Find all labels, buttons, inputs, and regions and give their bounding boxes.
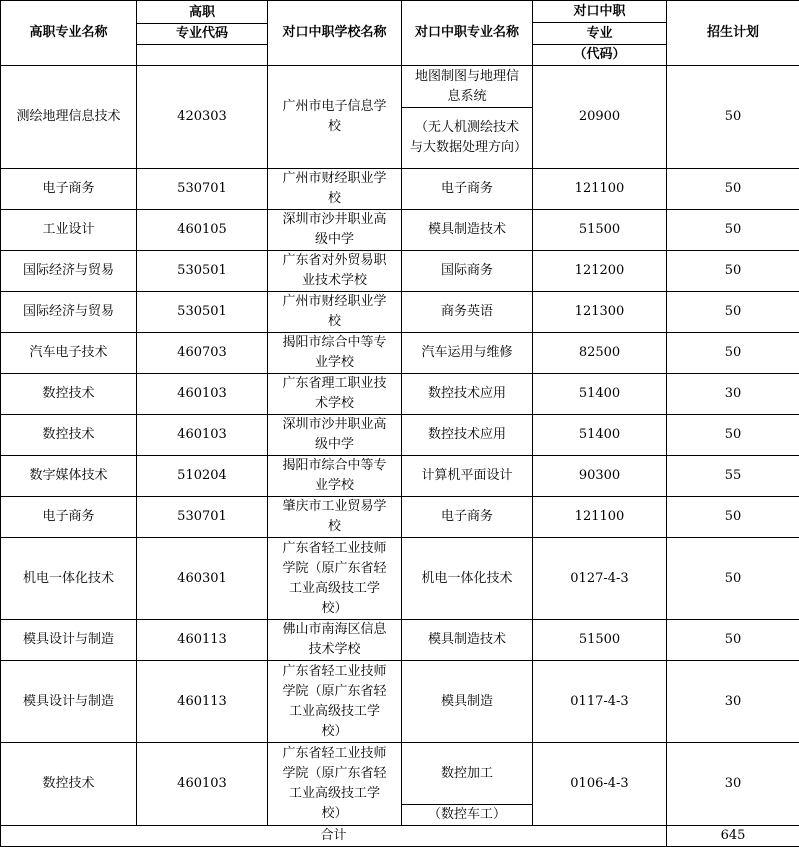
header-plan: 招生计划 (667, 1, 799, 66)
cell-code: 460103 (137, 415, 268, 456)
cell-code: 530701 (137, 169, 268, 210)
cell-code: 460703 (137, 333, 268, 374)
table-row (1, 497, 799, 538)
cell-sec-major: 数控技术应用 (402, 374, 533, 415)
cell-sec-major: 机电一体化技术 (402, 538, 533, 620)
cell-sec-major: 模具制造 (402, 661, 533, 743)
cell-major: 测绘地理信息技术 (1, 66, 137, 169)
cell-school: 广东省轻工业技师学院（原广东省轻工业高级技工学校） (268, 661, 402, 743)
cell-major: 数控技术 (1, 743, 137, 826)
cell-plan: 50 (667, 415, 799, 456)
cell-sec-major: 电子商务 (402, 497, 533, 538)
total-label: 合计 (1, 826, 667, 847)
cell-major: 国际经济与贸易 (1, 251, 137, 292)
cell-sec-code: 121100 (533, 497, 667, 538)
cell-code: 460113 (137, 661, 268, 743)
table-row (1, 292, 799, 333)
cell-major: 模具设计与制造 (1, 620, 137, 661)
cell-major: 工业设计 (1, 210, 137, 251)
cell-plan: 30 (667, 743, 799, 826)
cell-sec-major-b: （无人机测绘技术与大数据处理方向） (402, 108, 532, 168)
cell-sec-major: 汽车运用与维修 (402, 333, 533, 374)
cell-major: 数控技术 (1, 374, 137, 415)
cell-sec-code: 51400 (533, 415, 667, 456)
cell-school: 肇庆市工业贸易学校 (268, 497, 402, 538)
table-row (1, 66, 799, 169)
cell-sec-major-a: 数控加工 (402, 743, 532, 805)
table-row (1, 333, 799, 374)
cell-school: 广东省对外贸易职业技术学校 (268, 251, 402, 292)
cell-major: 机电一体化技术 (1, 538, 137, 620)
cell-sec-major: 模具制造技术 (402, 210, 533, 251)
cell-school: 揭阳市综合中等专业学校 (268, 456, 402, 497)
cell-school: 广州市财经职业学校 (268, 169, 402, 210)
cell-school: 广州市电子信息学校 (268, 66, 402, 169)
cell-major: 数字媒体技术 (1, 456, 137, 497)
cell-major: 电子商务 (1, 169, 137, 210)
table-row (1, 415, 799, 456)
cell-plan: 30 (667, 661, 799, 743)
cell-school: 揭阳市综合中等专业学校 (268, 333, 402, 374)
cell-sec-code: 51400 (533, 374, 667, 415)
header-sec-code-line3: （代码） (533, 44, 666, 65)
cell-plan: 50 (667, 251, 799, 292)
header-code-line1: 高职 (137, 2, 267, 23)
cell-major: 电子商务 (1, 497, 137, 538)
header-major: 高职专业名称 (1, 1, 137, 66)
total-row (1, 826, 799, 847)
cell-major: 模具设计与制造 (1, 661, 137, 743)
header-code-line2: 专业代码 (137, 23, 267, 45)
cell-code: 530501 (137, 292, 268, 333)
cell-school: 广东省轻工业技师学院（原广东省轻工业高级技工学校） (268, 743, 402, 826)
cell-sec-code: 51500 (533, 210, 667, 251)
cell-plan: 50 (667, 292, 799, 333)
total-value: 645 (667, 826, 799, 847)
cell-sec-code: 20900 (533, 66, 667, 169)
cell-sec-major (402, 743, 533, 826)
table-row (1, 374, 799, 415)
cell-code: 510204 (137, 456, 268, 497)
cell-plan: 50 (667, 66, 799, 169)
cell-plan: 50 (667, 620, 799, 661)
cell-plan: 50 (667, 497, 799, 538)
cell-sec-major: 电子商务 (402, 169, 533, 210)
header-sec-major: 对口中职专业名称 (402, 1, 533, 66)
cell-sec-major: 计算机平面设计 (402, 456, 533, 497)
header-sec-code (533, 1, 667, 66)
header-code (137, 1, 268, 66)
table-row (1, 210, 799, 251)
cell-code: 530701 (137, 497, 268, 538)
cell-code: 460113 (137, 620, 268, 661)
header-school: 对口中职学校名称 (268, 1, 402, 66)
table-row (1, 620, 799, 661)
cell-major: 汽车电子技术 (1, 333, 137, 374)
cell-sec-major: 模具制造技术 (402, 620, 533, 661)
cell-code: 530501 (137, 251, 268, 292)
cell-plan: 30 (667, 374, 799, 415)
table-row (1, 251, 799, 292)
cell-sec-code: 0117-4-3 (533, 661, 667, 743)
cell-major: 数控技术 (1, 415, 137, 456)
cell-sec-major: 商务英语 (402, 292, 533, 333)
cell-code: 460301 (137, 538, 268, 620)
table-row (1, 169, 799, 210)
table-row (1, 456, 799, 497)
cell-sec-major: 国际商务 (402, 251, 533, 292)
cell-plan: 50 (667, 538, 799, 620)
cell-code: 460103 (137, 374, 268, 415)
cell-school: 佛山市南海区信息技术学校 (268, 620, 402, 661)
cell-sec-code: 0127-4-3 (533, 538, 667, 620)
cell-code: 460103 (137, 743, 268, 826)
cell-school: 广州市财经职业学校 (268, 292, 402, 333)
cell-sec-code: 82500 (533, 333, 667, 374)
header-sec-code-line2: 专业 (533, 22, 666, 44)
cell-school: 广东省理工职业技术学校 (268, 374, 402, 415)
cell-code: 420303 (137, 66, 268, 169)
cell-plan: 50 (667, 169, 799, 210)
cell-sec-code: 0106-4-3 (533, 743, 667, 826)
cell-sec-code: 121100 (533, 169, 667, 210)
table-row (1, 661, 799, 743)
cell-plan: 50 (667, 333, 799, 374)
cell-sec-major (402, 66, 533, 169)
cell-school: 深圳市沙井职业高级中学 (268, 210, 402, 251)
cell-major: 国际经济与贸易 (1, 292, 137, 333)
cell-sec-code: 121200 (533, 251, 667, 292)
table-row (1, 538, 799, 620)
cell-code: 460105 (137, 210, 268, 251)
cell-sec-code: 51500 (533, 620, 667, 661)
header-sec-code-line1: 对口中职 (533, 1, 666, 22)
cell-sec-major: 数控技术应用 (402, 415, 533, 456)
table-row (1, 743, 799, 826)
cell-plan: 50 (667, 210, 799, 251)
cell-sec-major-a: 地图制图与地理信息系统 (402, 66, 532, 108)
cell-school: 深圳市沙井职业高级中学 (268, 415, 402, 456)
cell-sec-major-b: （数控车工） (402, 805, 532, 825)
header-row (1, 1, 799, 66)
cell-school: 广东省轻工业技师学院（原广东省轻工业高级技工学校） (268, 538, 402, 620)
cell-sec-code: 90300 (533, 456, 667, 497)
cell-plan: 55 (667, 456, 799, 497)
cell-sec-code: 121300 (533, 292, 667, 333)
